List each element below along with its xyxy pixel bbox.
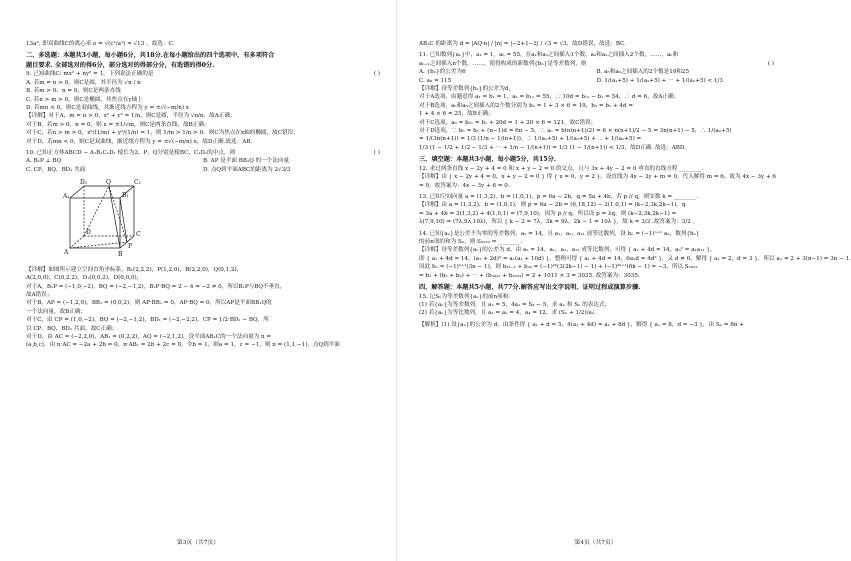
q9-option-b: B. 若m > 0，n = 0，则C是两条直线	[26, 88, 121, 95]
q11-options-row	[419, 77, 774, 85]
question-14-stem: 14. 已知{aₙ}是公差不为零的等差数列，a₅ = 14，且 a₁，a₃，a₁₁ 成等比数列，设 bₙ = (−1)ⁿ⁺¹ aₙ，数列{bₙ}	[419, 230, 700, 237]
page-3	[0, 0, 397, 561]
q9-option-d: D. 若mn < 0，则C是双曲线，其渐近线方程为 y = ±√(−m/n) x	[26, 105, 189, 112]
section-multiple-choice-title: 二、多选题：本题共3小题，每小题6分，共18分.在每小题给出的四个选项中，有多项符合	[26, 52, 275, 60]
question-13-stem: 13. 已知空间向量 a = (1,3,2)，b = (1,0,1)，p = 6a − 2b，q = 5a + 4b，若 p // q，则实数 k = ________.	[419, 194, 698, 200]
q10-option-d: D. 点Q到平面ABC的距离为 2√3/3	[203, 166, 291, 173]
q11-option-d: D. 1/(a₁+5) + 1/(a₂+5) + ⋯ + 1/(aₙ+5) < 1/3	[596, 77, 723, 84]
q9-solution-line: 【详解】对于A，m = n > 0，x² + y² = 1/n，则C是圆，半径为 √n/n，故A正确；	[26, 113, 236, 120]
q11-option-c: C. a₆ = 115	[419, 77, 452, 84]
q12-solution-line: 【详解】由 { x − 2y + 4 = 0，x + y − 2 = 0 } 得 { x = 0，y = 2 }，设直线为 4x − 3y + m = 0，代入解得 m = 6，故为 4x − 3y + 6	[419, 174, 776, 181]
label-c1: C₁	[134, 179, 141, 187]
q10-solution-line: 对于D，由 AC = (−2,2,0)，AB₁ = (0,2,2)，AQ = (−2,1,2)，设平面AB₁C的一个法向量为 n =	[26, 333, 272, 340]
question-11-stem-cont: aₙ₊₁之间插入n个数，……，使得构成的新数列{bₙ}是等差数列，则 ( )	[419, 60, 774, 67]
label-p: P	[128, 243, 133, 251]
q10-option-c: C. CP，BQ，BD₁ 共面	[26, 166, 86, 173]
label-d: D	[86, 229, 91, 237]
question-9-stem: 9. 已知曲线C: mx² + ny² = 1，下列说法正确的是 ( )	[26, 71, 380, 78]
q10-solution-line: 对于A，B₁P = (−1,0,−2)，BQ = (−2,−1,2)，B₁P·BQ = 2 − 4 = −2 ≠ 0，所以B₁P与BQ不垂直，	[26, 283, 286, 290]
q15-solution-line: 【解析】(1) 设{aₙ}的公差为 d，由条件得 { a₁ + d = 5，4(a₁ + 4d) = a₁ + 8d }，解得 { a₁ = 8，d = −3 }，由 Sₙ = 8n +	[419, 321, 744, 328]
question-15-stem: 15. 记Sₙ为等差数列{aₙ}的前n项和.	[419, 293, 511, 300]
label-b1: B₁	[122, 192, 129, 200]
q10-solution-line: 以 CP，BQ，BD₁ 共面，故C正确；	[26, 325, 118, 332]
q13-solution-line: = 3a + 4b = 3(1,3,2) + 4(1,0,1) = (7,9,10)，因为 p // q，所以设 p = λq，则 (k−2,3k,2k−1) =	[419, 210, 677, 217]
q11-solution-line: 1/3 (1 − 1/2 + 1/2 − 1/3 + ⋯ + 1/n − 1/(n+1)) = 1/3 (1 − 1/(n+1)) < 1/3，故D正确. 故选：ABD.	[419, 144, 686, 151]
q11-solution-line: 对于C选项，a₆ = b₂₁ = b₁ + 20d = 1 + 20 × 6 = 121，故C错误；	[419, 119, 597, 126]
q10-solution-line: A(2,0,0)，C(0,2,2)，D₁(0,0,2)，D(0,0,0)，	[26, 275, 143, 282]
q12-solution-line: = 0，故答案为：4x − 3y + 6 = 0.	[419, 182, 510, 189]
q11-options-row	[419, 68, 774, 76]
q10-solution-line: 对于C，由 CP = (1,0,−2)，BQ = (−2,−1,2)，BD₁ = (−2,−2,2)，CP = 1/2·BD₁ − BQ，所	[26, 317, 269, 324]
label-a1: A₁	[63, 193, 70, 201]
q13-solution-line: 【详解】由 a = (1,3,2)，b = (1,0,1)，则 p = 6a − 2b = (6,18,12) − 2(1,0,1) = (k−2,3k,2k−1)，q	[419, 202, 686, 209]
q14-solution-line: = b₁ + (b₂ + b₃) + ⋯ + (b₂₀₂₂ + b₂₀₂₃) = 2 + 1011 × 3 = 3035. 故答案为：3035.	[419, 272, 640, 279]
q11-solution-line: 对于D选项，∵ bₙ = b₁ + (n−1)d = 6n − 5，∴ aₙ = b(n(n+1)/2) = 6 × n(n+1)/2 − 5 = 3n(n+1) − 5，∴ 1/(aₙ+5)	[419, 128, 732, 135]
q11-solution-line: 对于B选项，a₅和a₆之间插入的2个数分别为 b₂ = 1 + 3 × 6 = 19，b₃ = b₁ + 4d =	[419, 102, 634, 109]
q13-solution-line: λ(7,9,10) = (7λ,9λ,10λ)，所以 { k − 2 = 7λ，3k = 9λ，2k − 1 = 10λ }，故 k = 3/2 .故答案为：3/2 .	[419, 219, 695, 226]
q9-solution-line: 对于D，若mn < 0，则C是双曲线，渐近线方程为 y = ±√(−m/n) x，故D正确.故选：AB.	[26, 138, 253, 145]
question-14-stem-cont: 的前n项的和为 Sₙ，则 S₂₀₂₃ = ________.	[419, 239, 523, 246]
q9-solution-line: 对于C，若n > m > 0，x²/(1/m) + y²/(1/n) = 1，则 1/m > 1/n > 0，则C为焦点在x轴的椭圆，故C错误；	[26, 130, 299, 137]
q15-part-2: (2) 若{aₙ}为等比数列，且 a₁ = a₂ = 4，a₄ = 12，求 (Sₙ + 1/2)/aₙ.	[419, 310, 597, 317]
q14-solution-line: 【详解】设等差数列{aₙ}的公差为 d，由 a₅ = 14，a₁，a₃，a₁₁ 成等比数列，可得 { a₁ + 4d = 14，a₃² = a₁a₁₁ }，	[419, 247, 716, 254]
q11-solution-line: 对于A选项，由题意得 a₁ = b₁ = 1，a₅ = b₁₁ = 55，∴ 10d = b₁₁ − b₁ = 54，∴ d = 6，故A正确；	[419, 94, 680, 101]
q11-option-b: B. a₅和a₆之间插入的2个数是19和25	[596, 69, 690, 76]
q11-solution-line: = 1/(3n(n+1)) = 1/3 (1/n − 1/(n+1))，∴ 1/(a₁+5) + 1/(a₂+5) + ⋯ + 1/(aₙ+5) =	[419, 136, 642, 143]
continued-solution: 13a², 即双曲线C的离心率 e = √(c²/a²) = √13 ，故选：C.	[26, 41, 175, 47]
page-4	[397, 0, 851, 561]
label-d1: D₁	[80, 179, 88, 187]
continued-solution: AB₁C 的距离为 d = |AQ·n| / |n| = |−2+1−2| / √3 = √3，故D错误，故选：BC.	[419, 41, 627, 47]
section-multiple-choice-rules: 题目要求. 全部选对的得6分，部分选对的得部分分，有选错的得0分.	[26, 61, 215, 69]
question-11-stem: 11. 已知数列{aₙ}中，a₁ = 1，a₅ = 55，在a₁和a₂之间插入1个数，a₂和a₃之间插入2个数，……，aₙ和	[419, 52, 679, 59]
q11-solution-line: 1 + 4 × 6 = 25，故B正确；	[419, 111, 494, 118]
page-number: 第3页（共7页）	[176, 539, 220, 546]
q10-solution-line: 故A错误；	[26, 291, 53, 298]
label-c: C	[136, 231, 141, 239]
q14-solution-line: 即 { a₁ + 4d = 14，(a₁ + 2d)² = a₁(a₁ + 10d) }，整理可得 { a₁ + 4d = 14，6a₁d = 4d² }，又 d ≠ 0，解得 { a₁ = 2，d = 3 }，所以 aₙ = 2 + 3(n−1) = 3n − 1.	[419, 255, 851, 262]
answer-bracket: ( )	[373, 71, 380, 78]
q9-option-c: C. 若n > m > 0，则C是椭圆，其焦点在y轴上	[26, 96, 143, 103]
q10-solution-line: 【详解】如图所示建立空间直角坐标系，B₁(2,2,2)，P(1,2,0)，B(2,2,0)，Q(0,1,2)，	[26, 266, 243, 273]
answer-bracket: ( )	[767, 60, 774, 67]
section-fill-blank-title: 三、填空题：本题共3小题，每小题5分，共15分.	[419, 156, 556, 164]
q10-option-b: B. AP 是平面 BB₁Q 的一个法向量	[203, 158, 290, 165]
q11-option-a: A. {bₙ}的公差为6	[419, 69, 466, 76]
q9-solution-line: 对于B，若m > 0，n = 0，则 x = ±1/√m，则C是两条直线，故B正确；	[26, 121, 210, 128]
q10-solution-line: 对于B，AP = (−1,2,0)，BB₁ = (0,0,2)，则 AP·BB₁ = 0，AP·BQ = 0，所以AP是平面BB₁Q的	[26, 300, 272, 307]
question-10-stem: 10. 已知正方体ABCD − A₁B₁C₁D₁ 棱长为2，P，Q分别是棱BC，C₁D₁的中点，则 ( )	[26, 150, 380, 157]
q10-options-row	[26, 166, 380, 174]
label-q: Q	[106, 179, 111, 187]
section-free-response-title: 四、解答题：本题共5小题，共77分.解答应写出文字说明、证明过程或演算步骤.	[419, 284, 641, 292]
label-b: B	[118, 251, 123, 259]
q10-solution-line: (a,b,c)，由 n·AC = −2a + 2b = 0，n·AB₁ = 2b + 2c = 0，令b = 1，则a = 1，c = −1，则 n = (1,1,−1)，点Q到平面	[26, 342, 340, 349]
q11-solution-line: 【详解】设等差数列{bₙ}的公差为d，	[419, 86, 515, 93]
q15-part-1: (1) 若{aₙ}为等差数列，且 a₂ = 5，4a₁ = S₄ − 5，求 aₙ 和 Sₙ 的表达式；	[419, 301, 611, 308]
answer-bracket: ( )	[373, 150, 380, 157]
q10-options-row	[26, 157, 380, 165]
label-a: A	[64, 249, 69, 257]
q9-option-a: A. 若m = n > 0，则C是圆，其半径为 √n / n	[26, 79, 141, 86]
cube-figure	[62, 176, 152, 260]
q10-solution-line: 一个法向量，故B正确；	[26, 308, 87, 315]
question-12-stem: 12. 求过两条直线 x − 2y + 4 = 0 和 x + y − 2 = 0 的交点，且与 3x + 4y − 2 = 0 垂直的直线方程 ________.	[419, 165, 704, 172]
q10-option-a: A. B₁P ⊥ BQ	[26, 158, 62, 165]
page-number: 第4页（共7页）	[574, 539, 617, 546]
q14-solution-line: 因此 bₙ = (−1)ⁿ⁺¹(3n − 1)，则 b₂ₖ₋₁ + b₂ₖ = (−1)²ᵏ(3(2k−1) − 1) + (−1)²ᵏ⁺¹(6k − 1) = −3，所以 S₂₀₂₃	[419, 264, 698, 271]
